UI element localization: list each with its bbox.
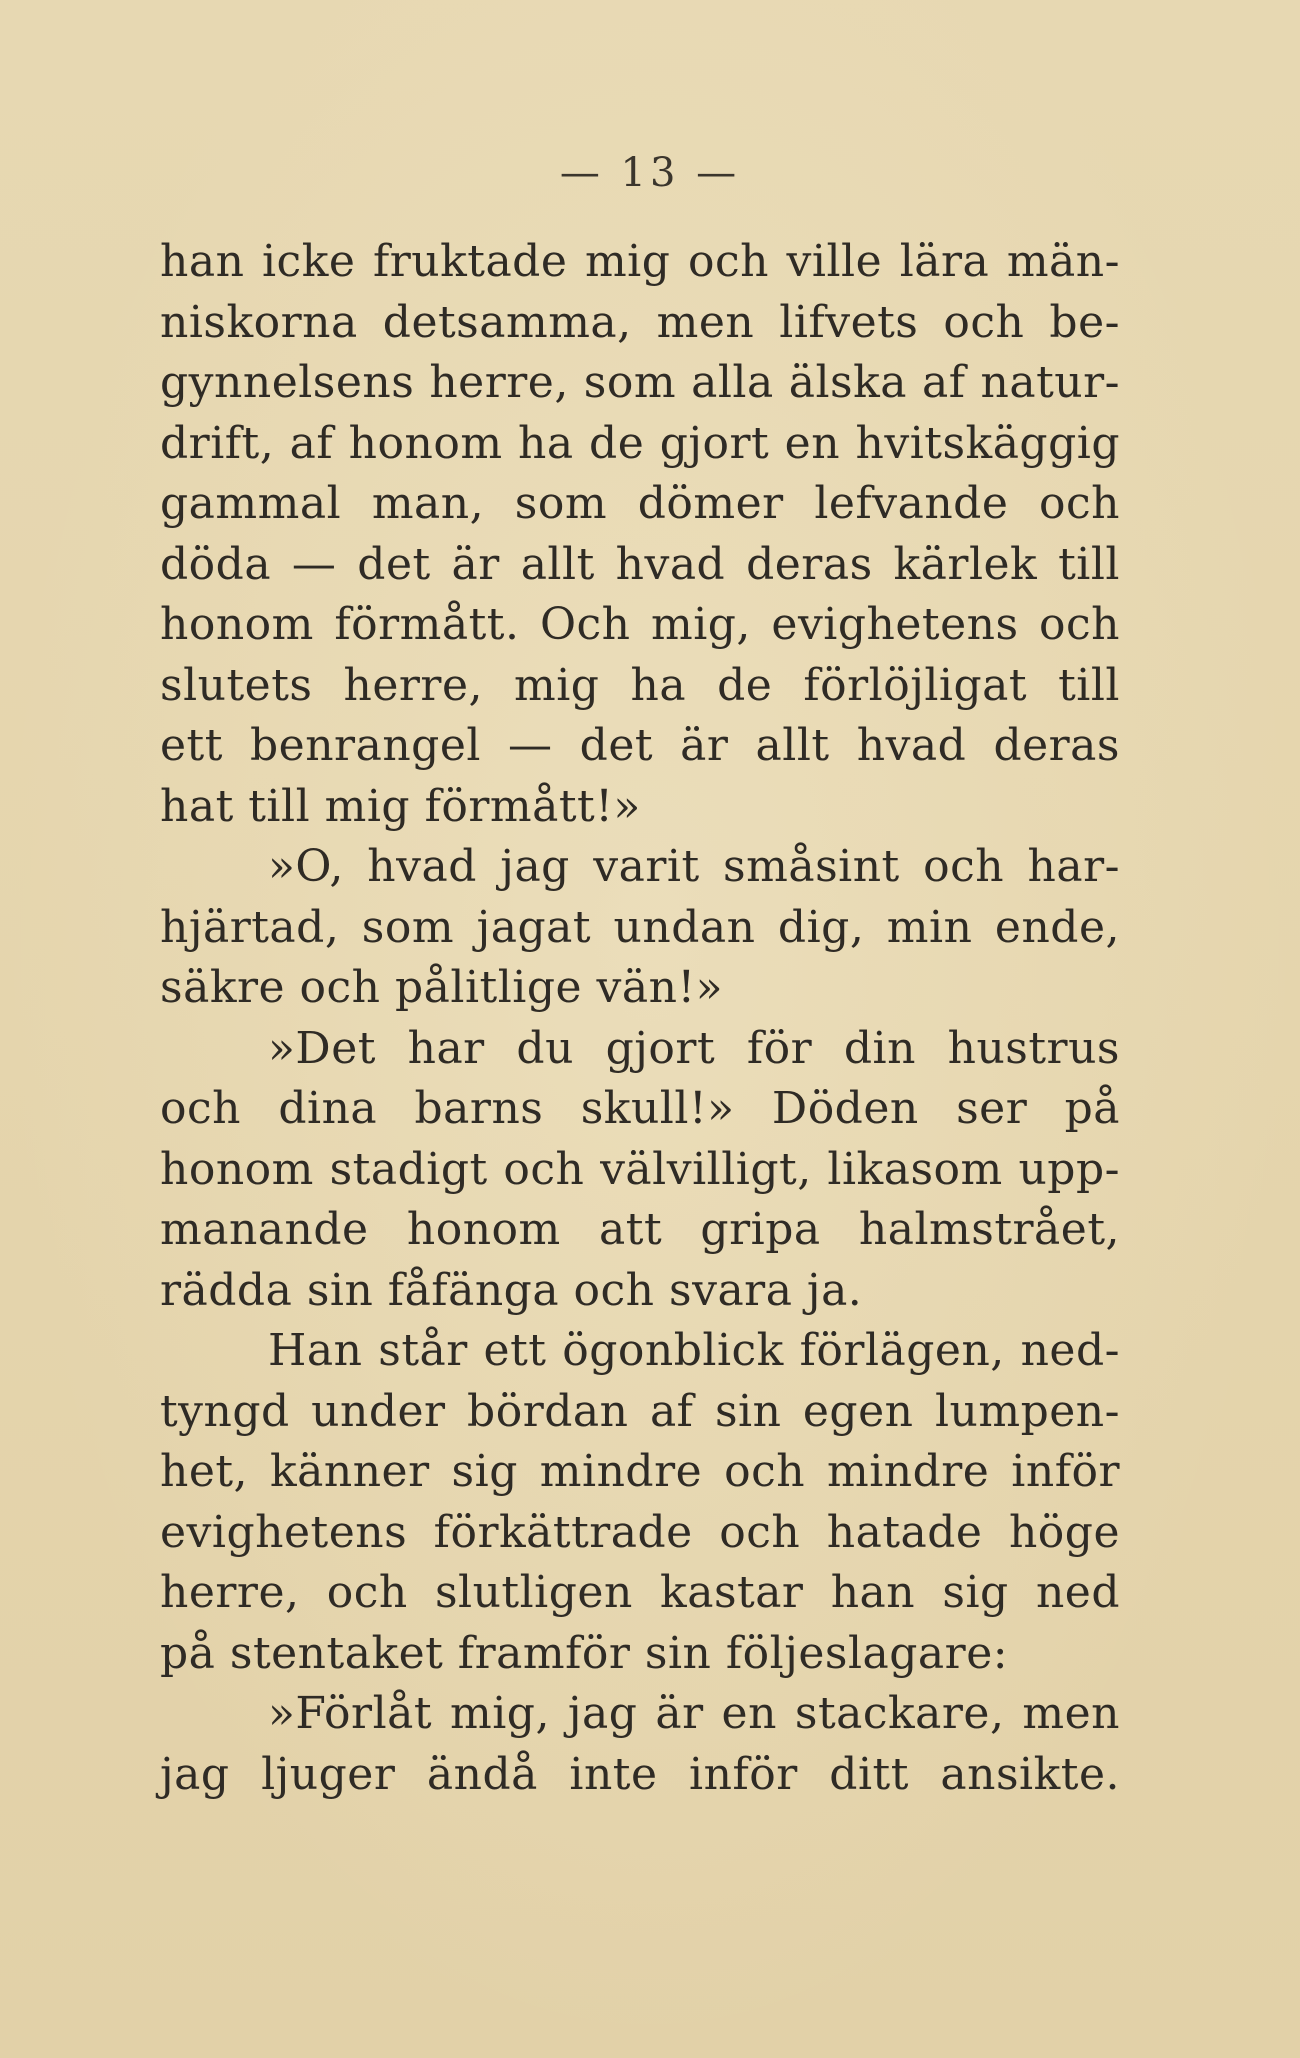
text-line: manande honom att gripa halmstrået,: [160, 1204, 1120, 1255]
text-line: evighetens förkättrade och hatade höge: [160, 1506, 1120, 1558]
text-line: niskorna detsamma, men lifvets och be-: [160, 296, 1120, 348]
text-line: slutets herre, mig ha de förlöjligat till: [160, 659, 1120, 711]
text-line: honom förmått. Och mig, evighetens och: [160, 599, 1120, 650]
text-line: hat till mig förmått!»: [160, 780, 641, 832]
text-line: tyngd under bördan af sin egen lumpen-: [160, 1385, 1120, 1437]
text-line: »Förlåt mig, jag är en stackare, men: [268, 1688, 1120, 1739]
text-line: herre, och slutligen kastar han sig ned: [160, 1567, 1120, 1618]
text-line: rädda sin fåfänga och svara ja.: [160, 1264, 863, 1316]
text-line: på stentaket framför sin följeslagare:: [160, 1627, 1009, 1679]
text-line: gammal man, som dömer lefvande och: [160, 478, 1120, 529]
text-line: och dina barns skull!» Döden ser på: [160, 1083, 1120, 1134]
text-line: säkre och pålitlige vän!»: [160, 962, 724, 1013]
text-line: »Det har du gjort för din hustrus: [268, 1022, 1120, 1074]
text-line: ett benrangel — det är allt hvad deras: [160, 720, 1120, 771]
text-line: gynnelsens herre, som alla älska af natur-: [160, 357, 1120, 408]
body-text: [160, 232, 1120, 1805]
text-line: honom stadigt och välvilligt, likasom upp-: [160, 1143, 1120, 1195]
text-line: »O, hvad jag varit småsint och har-: [268, 841, 1120, 892]
text-line: jag ljuger ändå inte inför ditt ansikte.: [160, 1748, 1120, 1800]
text-line: drift, af honom ha de gjort en hvitskäggig: [160, 417, 1120, 469]
page-number: — 13 —: [559, 150, 741, 196]
text-line: döda — det är allt hvad deras kärlek till: [160, 538, 1120, 590]
text-line: het, känner sig mindre och mindre inför: [160, 1446, 1120, 1497]
text-line: han icke fruktade mig och ville lära män-: [160, 236, 1120, 287]
text-line: hjärtad, som jagat undan dig, min ende,: [160, 901, 1120, 953]
text-line: Han står ett ögonblick förlägen, ned-: [268, 1325, 1120, 1376]
